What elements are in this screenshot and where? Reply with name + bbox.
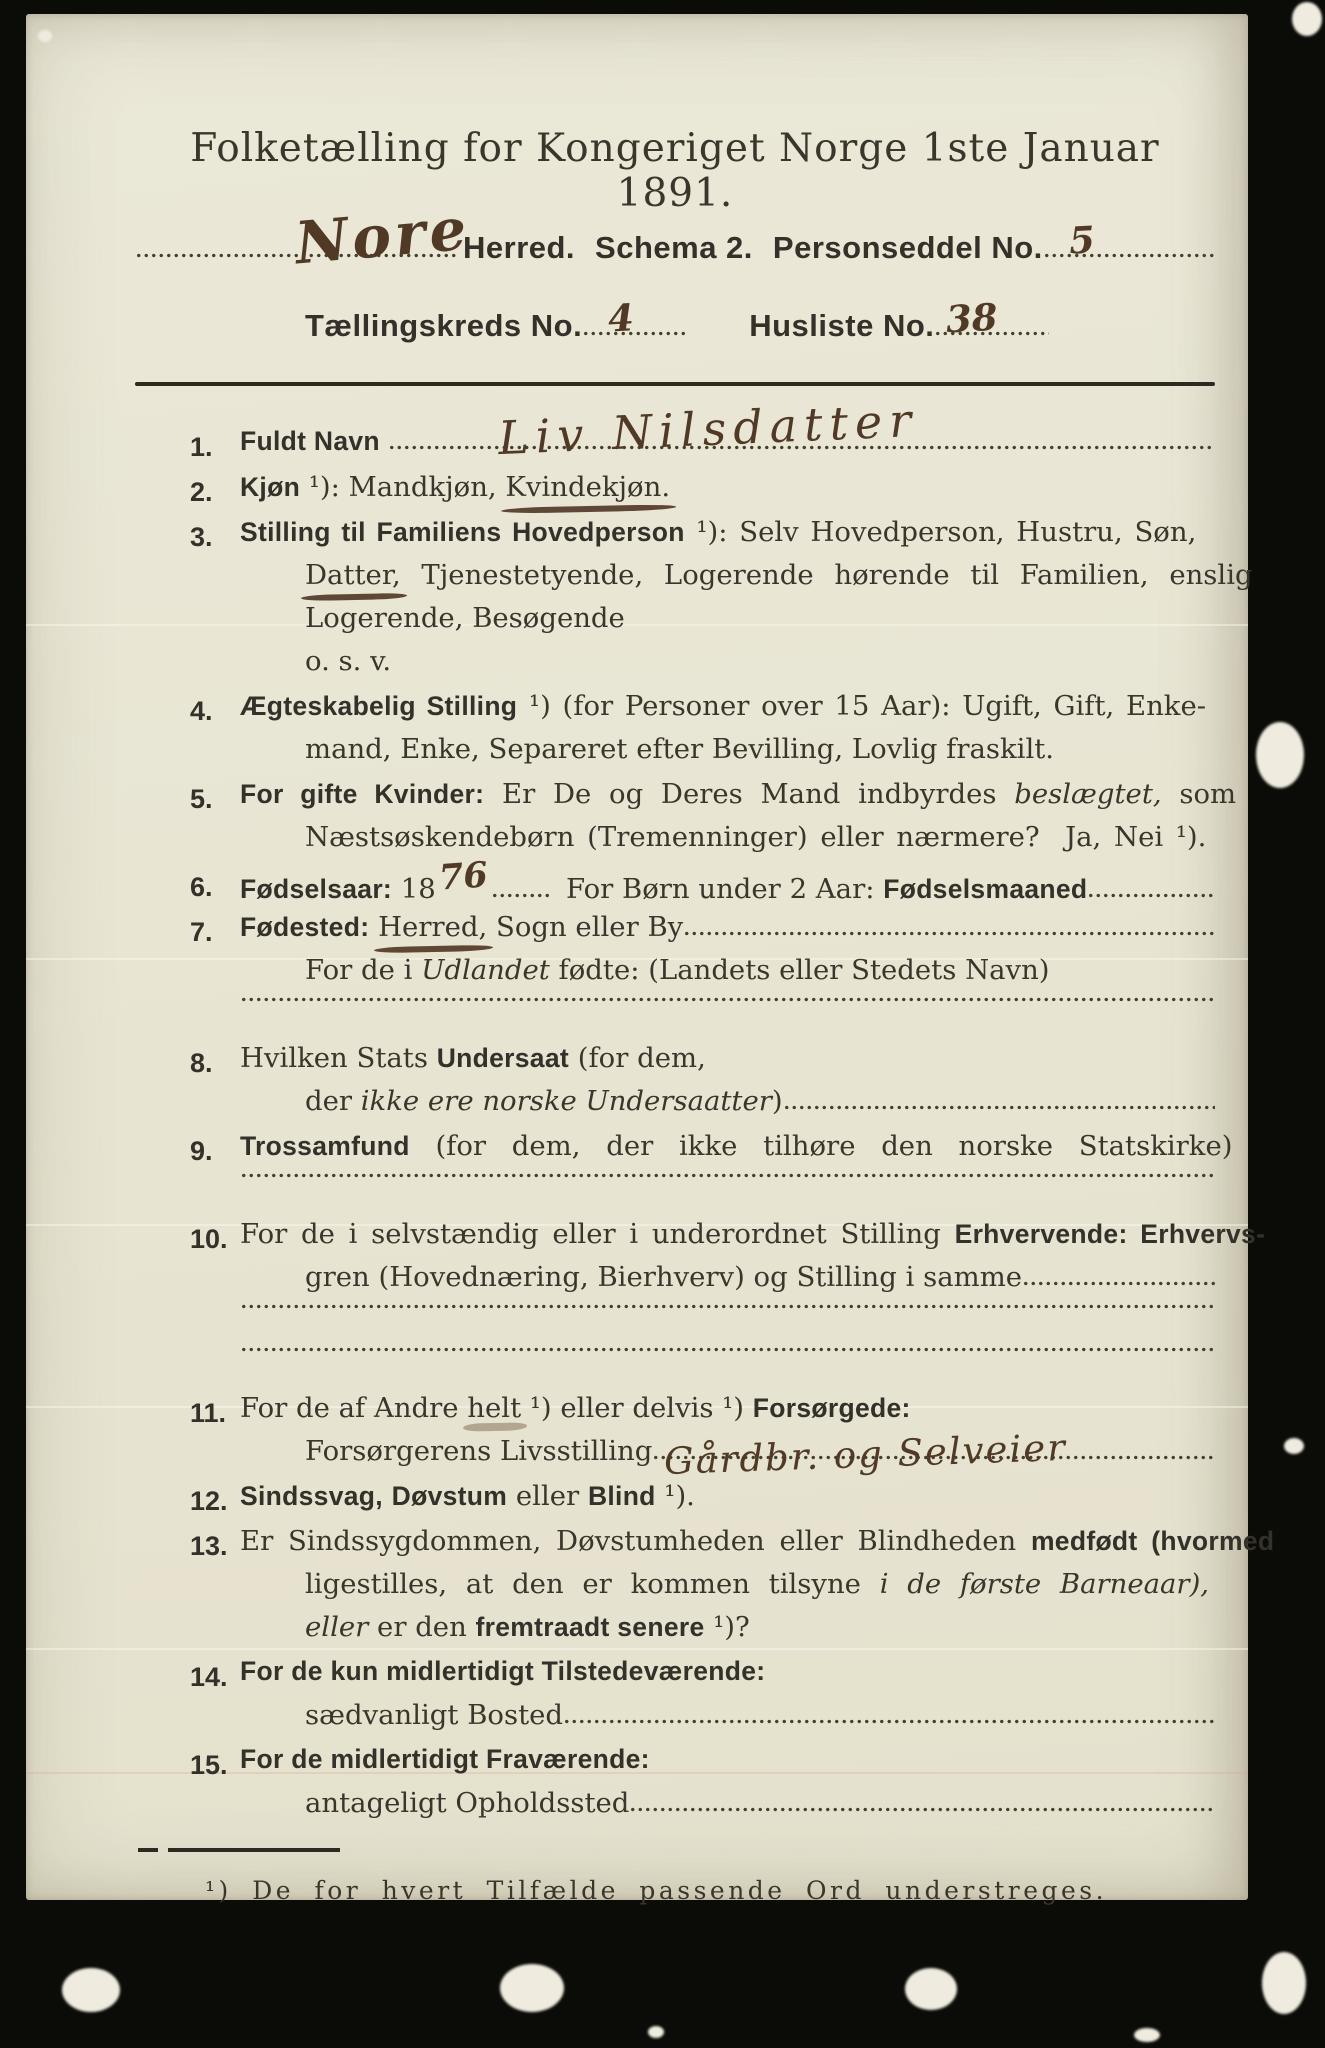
- printed-text: eller: [507, 1480, 588, 1512]
- pen-underlined-text: helt: [467, 1392, 522, 1424]
- printed-text: For gifte Kvinder:: [240, 779, 485, 809]
- header-district-line: [135, 194, 1215, 292]
- printed-text: Er De og Deres Mand indbyrdes: [484, 778, 1015, 810]
- item-line: [240, 1392, 1215, 1435]
- item-number: 6.: [190, 872, 213, 902]
- form-item: [190, 1392, 1215, 1484]
- item-line: [305, 559, 1253, 602]
- item-body: [240, 516, 1253, 688]
- item-number: 7.: [190, 917, 213, 947]
- printed-text: gren (Hovednæring, Bierhverv) og Stilling i samme: [305, 1261, 1023, 1293]
- item-line: [240, 1347, 1215, 1390]
- form-item: [190, 690, 1215, 776]
- scan-artifact: [1284, 1438, 1304, 1454]
- husliste-number-handwritten: 38: [945, 294, 1000, 342]
- printed-text: 18: [392, 873, 436, 905]
- pen-underlined-text: Herred,: [378, 911, 488, 943]
- personseddel-number-handwritten: 5: [1067, 217, 1096, 263]
- printed-text: For de i: [305, 954, 422, 986]
- form-item: [190, 1525, 1275, 1654]
- printed-text: ¹)?: [704, 1611, 750, 1643]
- form-item-list: [190, 392, 1275, 1830]
- printed-text: Forsørgede:: [752, 1393, 911, 1423]
- handwritten-entry: 76: [437, 854, 489, 899]
- item-line: [305, 954, 1215, 997]
- footnote-rule: [168, 1848, 340, 1852]
- scan-artifact: [38, 30, 52, 42]
- item-body: [240, 1042, 1215, 1128]
- tellingskreds-number-handwritten: 4: [607, 295, 636, 341]
- printed-text: Fødselsaar:: [240, 874, 393, 904]
- scan-artifact: [1134, 2028, 1160, 2042]
- item-line: [305, 1787, 1215, 1830]
- item-body: [240, 1218, 1266, 1390]
- handwritten-entry: Gårdbr. og Selveier: [663, 1425, 1068, 1484]
- item-number: 5.: [190, 784, 213, 814]
- item-line: [305, 1085, 1215, 1128]
- printed-text: Erhvervende: Erhvervs-: [954, 1219, 1266, 1249]
- page-title: Folketælling for Kongeriget Norge 1ste Januar 1891.: [190, 126, 1160, 216]
- item-body: [240, 1130, 1233, 1216]
- printed-text: [369, 911, 378, 943]
- printed-text: Sogn eller By: [487, 911, 684, 943]
- item-line: [305, 645, 1215, 688]
- printed-text: Fuldt Navn: [240, 426, 388, 456]
- item-line: [240, 690, 1215, 733]
- printed-text: Er Sindssygdommen, Døvstumheden eller Blindheden: [240, 1525, 1031, 1557]
- dotted-leader: [388, 392, 1215, 466]
- tellingskreds-dotted-line: [582, 295, 687, 341]
- item-body: [240, 854, 1215, 909]
- personseddel-label: Personseddel No.: [772, 230, 1043, 265]
- item-number: 3.: [190, 522, 213, 552]
- item-body: [240, 392, 1215, 469]
- form-item: [190, 392, 1215, 469]
- dotted-leader: [240, 1304, 1215, 1309]
- printed-text: sædvanligt Bosted: [305, 1699, 564, 1731]
- census-form-page: [26, 14, 1275, 1905]
- form-item: [190, 854, 1215, 909]
- printed-text: [383, 1480, 392, 1512]
- scan-artifact: [1292, 2, 1322, 36]
- item-body: [240, 778, 1237, 864]
- item-line: [240, 1744, 1215, 1787]
- printed-text: Fødselsmaaned: [883, 874, 1088, 904]
- printed-text: Udlandet: [421, 954, 550, 986]
- pen-underlined-text: Datter,: [305, 559, 401, 591]
- dotted-leader: [652, 1425, 1215, 1484]
- item-number: 11.: [190, 1398, 227, 1428]
- item-line: [240, 854, 1215, 909]
- printed-text: beslægtet,: [1014, 778, 1162, 810]
- item-body: [240, 471, 1215, 514]
- printed-text: ikke ere norske Undersaatter: [360, 1085, 772, 1117]
- printed-text: medfødt (hvormed: [1030, 1526, 1275, 1556]
- printed-text: Stilling til Familiens Hovedperson: [240, 517, 685, 547]
- item-line: [305, 1425, 1215, 1484]
- scan-artifact: [1262, 1952, 1306, 2014]
- dotted-leader: [683, 931, 1215, 936]
- form-item: [190, 1130, 1233, 1216]
- herred-label: Herred.: [463, 230, 576, 265]
- printed-text: er den: [368, 1611, 476, 1643]
- item-body: [240, 1744, 1215, 1830]
- dotted-leader: [1087, 893, 1215, 898]
- printed-text: Fødested:: [240, 912, 370, 942]
- printed-text: ligestilles, at den er kommen tilsyne: [305, 1568, 880, 1600]
- dotted-leader: [783, 1105, 1215, 1110]
- item-number: 15.: [190, 1750, 228, 1780]
- printed-text: ): [771, 1085, 783, 1117]
- handwritten-entry: Liv Nilsdatter: [496, 392, 919, 466]
- form-content: [26, 14, 1275, 1905]
- printed-text: For de i selvstændig eller i underordnet Stilling: [240, 1218, 955, 1250]
- pen-underlined-text: Kvindekjøn.: [505, 471, 671, 503]
- printed-text: ¹) eller delvis ¹): [521, 1392, 753, 1424]
- item-line: [240, 1304, 1215, 1347]
- item-number: 1.: [190, 432, 213, 462]
- printed-text: For Børn under 2 Aar:: [548, 873, 884, 905]
- item-line: [305, 1261, 1215, 1304]
- item-line: [305, 602, 1215, 645]
- item-line: [240, 471, 1215, 514]
- dotted-leader: [491, 893, 549, 898]
- printed-text: som: [1161, 778, 1237, 810]
- item-line: [305, 1568, 1215, 1611]
- printed-text: der: [305, 1085, 361, 1117]
- item-line: [240, 516, 1215, 559]
- item-line: [305, 1611, 1215, 1654]
- printed-text: Blind: [587, 1481, 656, 1511]
- printed-text: Tjenestetyende, Logerende hørende til Familien, enslig: [400, 559, 1253, 591]
- dotted-leader: [240, 1347, 1215, 1352]
- printed-text: eller: [305, 1611, 369, 1643]
- item-body: [240, 911, 1215, 1040]
- dotted-leader: [629, 1807, 1215, 1812]
- dotted-leader: [240, 997, 1215, 1002]
- form-item: [190, 778, 1237, 864]
- scan-artifact: [500, 1964, 564, 2012]
- printed-text: i de første Barneaar),: [879, 1568, 1210, 1600]
- printed-text: fødte: (Landets eller Stedets Navn): [549, 954, 1050, 986]
- item-line: [240, 778, 1237, 821]
- tellingskreds-label: Tællingskreds No.: [305, 308, 583, 343]
- personseddel-dotted-line: [1043, 217, 1215, 263]
- item-number: 13.: [190, 1531, 228, 1561]
- header-divider-rule: [135, 382, 1215, 386]
- dotted-leader: [563, 1719, 1215, 1724]
- printed-text: ¹): Mandkjøn,: [300, 471, 506, 503]
- printed-text: Trossamfund: [240, 1131, 410, 1161]
- printed-text: Sindssvag,: [240, 1481, 383, 1511]
- item-number: 9.: [190, 1136, 213, 1166]
- form-item: [190, 1480, 1215, 1523]
- item-number: 4.: [190, 696, 213, 726]
- item-number: 8.: [190, 1048, 213, 1078]
- scan-artifact: [905, 1968, 957, 2010]
- item-line: [240, 1042, 1215, 1085]
- item-body: [240, 1525, 1275, 1654]
- printed-text: For de af Andre: [240, 1392, 468, 1424]
- item-body: [240, 690, 1215, 776]
- dotted-leader: [240, 1173, 1215, 1178]
- printed-text: fremtraadt senere: [475, 1612, 705, 1642]
- schema-label: Schema 2.: [595, 230, 753, 265]
- husliste-label: Husliste No.: [749, 308, 935, 343]
- printed-text: Døvstum: [391, 1481, 508, 1511]
- item-number: 2.: [190, 477, 213, 507]
- dotted-leader: [1022, 1281, 1215, 1286]
- item-body: [240, 1656, 1215, 1742]
- printed-text: Forsørgerens Livsstilling: [305, 1435, 653, 1467]
- scan-artifact: [648, 2026, 664, 2038]
- printed-text: (for dem,: [569, 1042, 706, 1074]
- item-line: [240, 911, 1215, 954]
- printed-text: (for dem, der ikke tilhøre den norske Statskirke): [409, 1130, 1233, 1162]
- item-line: [305, 1699, 1215, 1742]
- form-item: [190, 1042, 1215, 1128]
- printed-text: antageligt Opholdssted: [305, 1787, 630, 1819]
- item-line: [240, 1656, 1215, 1699]
- printed-text: Kjøn: [240, 472, 301, 502]
- item-body: [240, 1480, 1215, 1523]
- item-line: [240, 997, 1215, 1040]
- header-tellingskreds-line: [305, 294, 1215, 356]
- item-number: 10.: [190, 1224, 228, 1254]
- footnote-text: ¹) De for hvert Tilfælde passende Ord understreges.: [205, 1876, 1108, 1905]
- item-line: [305, 733, 1215, 776]
- item-number: 12.: [190, 1486, 228, 1516]
- printed-text: For de midlertidigt Fraværende:: [240, 1744, 650, 1774]
- printed-text: ¹).: [655, 1480, 695, 1512]
- item-line: [240, 1218, 1266, 1261]
- item-line: [240, 392, 1215, 469]
- item-line: [240, 1130, 1233, 1173]
- printed-text: Hvilken Stats: [240, 1042, 437, 1074]
- form-item: [190, 516, 1253, 688]
- printed-text: mand, Enke, Separeret efter Bevilling, Lovlig fraskilt.: [305, 733, 1055, 765]
- printed-text: Ægteskabelig Stilling: [240, 691, 518, 721]
- printed-text: Næstsøskendebørn (Tremenninger) eller nærmere? Ja, Nei ¹).: [305, 821, 1207, 853]
- printed-text: Logerende, Besøgende: [305, 602, 625, 634]
- scan-artifact: [62, 1968, 120, 2012]
- district-dotted-line: [135, 194, 473, 278]
- husliste-dotted-line: [934, 294, 1049, 342]
- form-item: [190, 911, 1215, 1040]
- scan-artifact: [1256, 722, 1304, 788]
- item-line: [240, 1173, 1215, 1216]
- printed-text: ¹) (for Personer over 15 Aar): Ugift, Gift, Enke-: [517, 690, 1207, 722]
- form-item: [190, 1218, 1266, 1390]
- printed-text: Undersaat: [436, 1043, 570, 1073]
- item-line: [240, 1480, 1215, 1523]
- item-number: 14.: [190, 1662, 228, 1692]
- printed-text: ¹): Selv Hovedperson, Hustru, Søn,: [684, 516, 1197, 548]
- form-item: [190, 471, 1215, 514]
- district-handwritten-entry: Nore: [292, 194, 473, 278]
- form-item: [190, 1656, 1215, 1742]
- item-body: [240, 1392, 1215, 1484]
- item-line: [240, 1525, 1275, 1568]
- form-item: [190, 1744, 1215, 1830]
- printed-text: o. s. v.: [305, 645, 392, 677]
- printed-text: For de kun midlertidigt Tilstedeværende:: [240, 1656, 766, 1686]
